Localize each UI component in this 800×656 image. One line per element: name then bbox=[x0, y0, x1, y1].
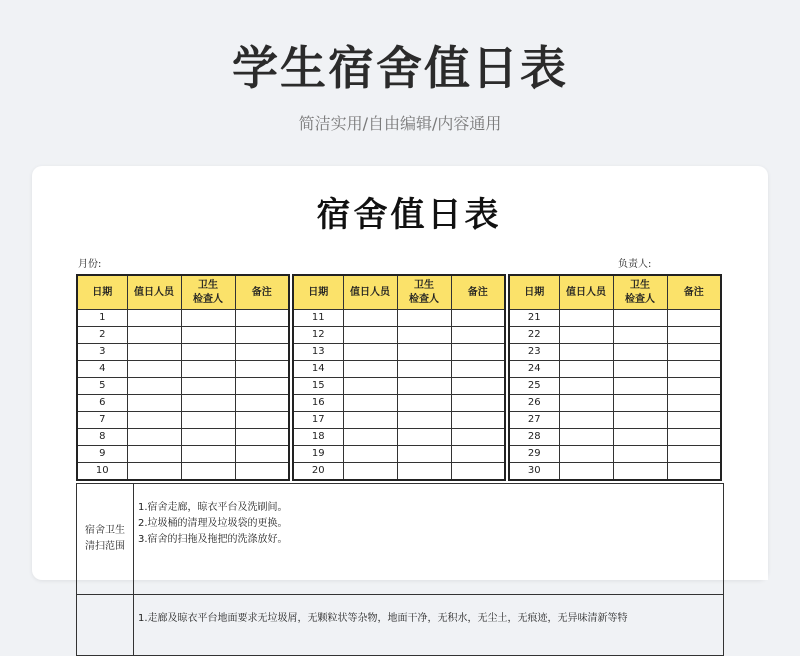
date-cell: 8 bbox=[77, 429, 127, 446]
person-cell[interactable] bbox=[343, 310, 397, 327]
col-header-note: 备注 bbox=[451, 275, 505, 310]
checker-cell[interactable] bbox=[613, 361, 667, 378]
person-cell[interactable] bbox=[559, 412, 613, 429]
spreadsheet-preview bbox=[64, 190, 768, 624]
scope-label-line-2: 清扫范围 bbox=[85, 541, 125, 552]
person-cell[interactable] bbox=[127, 429, 181, 446]
date-cell: 16 bbox=[293, 395, 343, 412]
note-cell[interactable] bbox=[235, 412, 289, 429]
note-cell[interactable] bbox=[235, 395, 289, 412]
checker-cell[interactable] bbox=[181, 395, 235, 412]
table-row bbox=[293, 412, 505, 429]
requirements-label bbox=[77, 595, 134, 656]
table-row bbox=[293, 310, 505, 327]
note-cell[interactable] bbox=[451, 395, 505, 412]
table-row bbox=[293, 429, 505, 446]
person-cell[interactable] bbox=[559, 395, 613, 412]
note-cell[interactable] bbox=[667, 361, 721, 378]
checker-cell[interactable] bbox=[397, 344, 451, 361]
preview-card bbox=[32, 166, 768, 624]
note-cell[interactable] bbox=[451, 446, 505, 463]
checker-cell[interactable] bbox=[181, 327, 235, 344]
duty-table-days-21-30 bbox=[508, 274, 722, 481]
checker-cell[interactable] bbox=[397, 378, 451, 395]
person-cell[interactable] bbox=[127, 344, 181, 361]
table-row bbox=[509, 344, 721, 361]
person-cell[interactable] bbox=[559, 463, 613, 481]
scope-row bbox=[77, 484, 724, 595]
person-cell[interactable] bbox=[127, 395, 181, 412]
col-header-checker-line-1: 卫生 bbox=[414, 279, 434, 291]
col-header-date: 日期 bbox=[293, 275, 343, 310]
scope-text bbox=[134, 484, 724, 595]
table-row bbox=[77, 378, 289, 395]
table-row bbox=[293, 327, 505, 344]
table-row bbox=[293, 344, 505, 361]
note-cell[interactable] bbox=[235, 463, 289, 481]
scope-item: 1.宿舍走廊，晾衣平台及洗刷间。 bbox=[138, 502, 288, 513]
person-cell[interactable] bbox=[559, 327, 613, 344]
note-cell[interactable] bbox=[667, 378, 721, 395]
person-cell[interactable] bbox=[343, 395, 397, 412]
scope-item: 3.宿舍的扫拖及拖把的洗涤放好。 bbox=[138, 534, 288, 545]
note-cell[interactable] bbox=[451, 429, 505, 446]
note-cell[interactable] bbox=[235, 344, 289, 361]
date-cell: 11 bbox=[293, 310, 343, 327]
person-cell[interactable] bbox=[343, 344, 397, 361]
note-cell[interactable] bbox=[451, 310, 505, 327]
table-row bbox=[293, 378, 505, 395]
checker-cell[interactable] bbox=[181, 429, 235, 446]
date-cell: 10 bbox=[77, 463, 127, 481]
person-cell[interactable] bbox=[559, 446, 613, 463]
requirements-text bbox=[134, 595, 724, 656]
table-row bbox=[77, 361, 289, 378]
date-cell: 5 bbox=[77, 378, 127, 395]
date-cell: 4 bbox=[77, 361, 127, 378]
person-cell[interactable] bbox=[127, 310, 181, 327]
note-cell[interactable] bbox=[667, 344, 721, 361]
person-cell[interactable] bbox=[343, 429, 397, 446]
checker-cell[interactable] bbox=[613, 412, 667, 429]
date-cell: 23 bbox=[509, 344, 559, 361]
checker-cell[interactable] bbox=[397, 463, 451, 481]
date-cell: 14 bbox=[293, 361, 343, 378]
person-cell[interactable] bbox=[127, 446, 181, 463]
col-header-checker-line-2: 检查人 bbox=[193, 293, 223, 305]
col-header-checker-line-1: 卫生 bbox=[630, 279, 650, 291]
table-row bbox=[293, 361, 505, 378]
col-header-date: 日期 bbox=[77, 275, 127, 310]
date-cell: 1 bbox=[77, 310, 127, 327]
checker-cell[interactable] bbox=[613, 344, 667, 361]
person-cell[interactable] bbox=[343, 378, 397, 395]
person-cell[interactable] bbox=[559, 429, 613, 446]
table-row bbox=[509, 463, 721, 481]
table-row bbox=[293, 395, 505, 412]
table-row bbox=[77, 463, 289, 481]
checker-cell[interactable] bbox=[613, 429, 667, 446]
col-header-checker bbox=[181, 275, 235, 310]
checker-cell[interactable] bbox=[397, 446, 451, 463]
col-header-person: 值日人员 bbox=[343, 275, 397, 310]
header-row bbox=[509, 275, 721, 310]
note-cell[interactable] bbox=[451, 378, 505, 395]
date-cell: 17 bbox=[293, 412, 343, 429]
checker-cell[interactable] bbox=[181, 361, 235, 378]
person-cell[interactable] bbox=[559, 378, 613, 395]
col-header-person: 值日人员 bbox=[559, 275, 613, 310]
col-header-checker-line-1: 卫生 bbox=[198, 279, 218, 291]
scope-label bbox=[77, 484, 134, 595]
note-cell[interactable] bbox=[235, 429, 289, 446]
person-cell[interactable] bbox=[343, 463, 397, 481]
date-cell: 13 bbox=[293, 344, 343, 361]
table-row bbox=[509, 429, 721, 446]
checker-cell[interactable] bbox=[613, 327, 667, 344]
table-row bbox=[77, 429, 289, 446]
page-title: 学生宿舍值日表 bbox=[232, 41, 568, 95]
col-header-person: 值日人员 bbox=[127, 275, 181, 310]
notes-table bbox=[76, 483, 724, 656]
col-header-checker bbox=[397, 275, 451, 310]
table-row bbox=[77, 310, 289, 327]
note-cell[interactable] bbox=[235, 310, 289, 327]
date-cell: 18 bbox=[293, 429, 343, 446]
date-cell: 21 bbox=[509, 310, 559, 327]
table-row bbox=[509, 327, 721, 344]
table-row bbox=[77, 446, 289, 463]
table-row bbox=[509, 361, 721, 378]
note-cell[interactable] bbox=[235, 378, 289, 395]
date-cell: 20 bbox=[293, 463, 343, 481]
checker-cell[interactable] bbox=[613, 446, 667, 463]
person-cell[interactable] bbox=[559, 310, 613, 327]
header-row bbox=[77, 275, 289, 310]
note-cell[interactable] bbox=[667, 429, 721, 446]
note-cell[interactable] bbox=[667, 463, 721, 481]
checker-cell[interactable] bbox=[181, 463, 235, 481]
month-label: 月份: bbox=[78, 259, 102, 270]
note-cell[interactable] bbox=[235, 361, 289, 378]
date-cell: 24 bbox=[509, 361, 559, 378]
table-row bbox=[77, 395, 289, 412]
checker-cell[interactable] bbox=[181, 344, 235, 361]
date-cell: 7 bbox=[77, 412, 127, 429]
requirement-item: 1.走廊及晾衣平台地面要求无垃圾屑，无颗粒状等杂物，地面干净，无积水，无尘土，无痕迹，无异味清新等特 bbox=[138, 613, 628, 624]
scope-label-line-1: 宿舍卫生 bbox=[85, 525, 125, 536]
date-cell: 3 bbox=[77, 344, 127, 361]
checker-cell[interactable] bbox=[397, 429, 451, 446]
person-cell[interactable] bbox=[127, 327, 181, 344]
person-cell[interactable] bbox=[343, 327, 397, 344]
date-cell: 9 bbox=[77, 446, 127, 463]
requirements-row bbox=[77, 595, 724, 656]
note-cell[interactable] bbox=[667, 310, 721, 327]
table-row bbox=[509, 378, 721, 395]
checker-cell[interactable] bbox=[613, 310, 667, 327]
checker-cell[interactable] bbox=[397, 361, 451, 378]
date-cell: 30 bbox=[509, 463, 559, 481]
table-row bbox=[77, 412, 289, 429]
table-row bbox=[293, 463, 505, 481]
note-cell[interactable] bbox=[451, 361, 505, 378]
date-cell: 26 bbox=[509, 395, 559, 412]
date-cell: 29 bbox=[509, 446, 559, 463]
table-row bbox=[509, 395, 721, 412]
page-subtitle: 简洁实用/自由编辑/内容通用 bbox=[298, 114, 502, 133]
note-cell[interactable] bbox=[667, 327, 721, 344]
person-cell[interactable] bbox=[127, 361, 181, 378]
date-cell: 25 bbox=[509, 378, 559, 395]
checker-cell[interactable] bbox=[397, 327, 451, 344]
person-cell[interactable] bbox=[127, 463, 181, 481]
person-cell[interactable] bbox=[343, 361, 397, 378]
table-row bbox=[293, 446, 505, 463]
date-cell: 19 bbox=[293, 446, 343, 463]
table-row bbox=[77, 327, 289, 344]
scope-item: 2.垃圾桶的清理及垃圾袋的更换。 bbox=[138, 518, 288, 529]
date-cell: 27 bbox=[509, 412, 559, 429]
note-cell[interactable] bbox=[667, 412, 721, 429]
date-cell: 12 bbox=[293, 327, 343, 344]
note-cell[interactable] bbox=[235, 327, 289, 344]
sheet-title: 宿舍值日表 bbox=[316, 195, 502, 235]
checker-cell[interactable] bbox=[181, 446, 235, 463]
date-cell: 15 bbox=[293, 378, 343, 395]
checker-cell[interactable] bbox=[181, 412, 235, 429]
note-cell[interactable] bbox=[667, 446, 721, 463]
owner-label: 负责人: bbox=[618, 259, 652, 270]
note-cell[interactable] bbox=[235, 446, 289, 463]
person-cell[interactable] bbox=[343, 446, 397, 463]
checker-cell[interactable] bbox=[181, 378, 235, 395]
checker-cell[interactable] bbox=[397, 395, 451, 412]
checker-cell[interactable] bbox=[397, 310, 451, 327]
date-cell: 2 bbox=[77, 327, 127, 344]
table-row bbox=[77, 344, 289, 361]
date-cell: 6 bbox=[77, 395, 127, 412]
note-cell[interactable] bbox=[667, 395, 721, 412]
note-cell[interactable] bbox=[451, 327, 505, 344]
col-header-checker-line-2: 检查人 bbox=[625, 293, 655, 305]
duty-table-days-1-10 bbox=[76, 274, 290, 481]
person-cell[interactable] bbox=[559, 361, 613, 378]
checker-cell[interactable] bbox=[613, 395, 667, 412]
person-cell[interactable] bbox=[559, 344, 613, 361]
col-header-checker bbox=[613, 275, 667, 310]
duty-table-days-11-20 bbox=[292, 274, 506, 481]
checker-cell[interactable] bbox=[181, 310, 235, 327]
table-row bbox=[509, 412, 721, 429]
note-cell[interactable] bbox=[451, 344, 505, 361]
person-cell[interactable] bbox=[343, 412, 397, 429]
table-row bbox=[509, 310, 721, 327]
col-header-note: 备注 bbox=[235, 275, 289, 310]
checker-cell[interactable] bbox=[613, 378, 667, 395]
col-header-checker-line-2: 检查人 bbox=[409, 293, 439, 305]
col-header-date: 日期 bbox=[509, 275, 559, 310]
person-cell[interactable] bbox=[127, 412, 181, 429]
note-cell[interactable] bbox=[451, 463, 505, 481]
table-row bbox=[509, 446, 721, 463]
date-cell: 28 bbox=[509, 429, 559, 446]
checker-cell[interactable] bbox=[613, 463, 667, 481]
header-row bbox=[293, 275, 505, 310]
note-cell[interactable] bbox=[451, 412, 505, 429]
col-header-note: 备注 bbox=[667, 275, 721, 310]
person-cell[interactable] bbox=[127, 378, 181, 395]
checker-cell[interactable] bbox=[397, 412, 451, 429]
date-cell: 22 bbox=[509, 327, 559, 344]
